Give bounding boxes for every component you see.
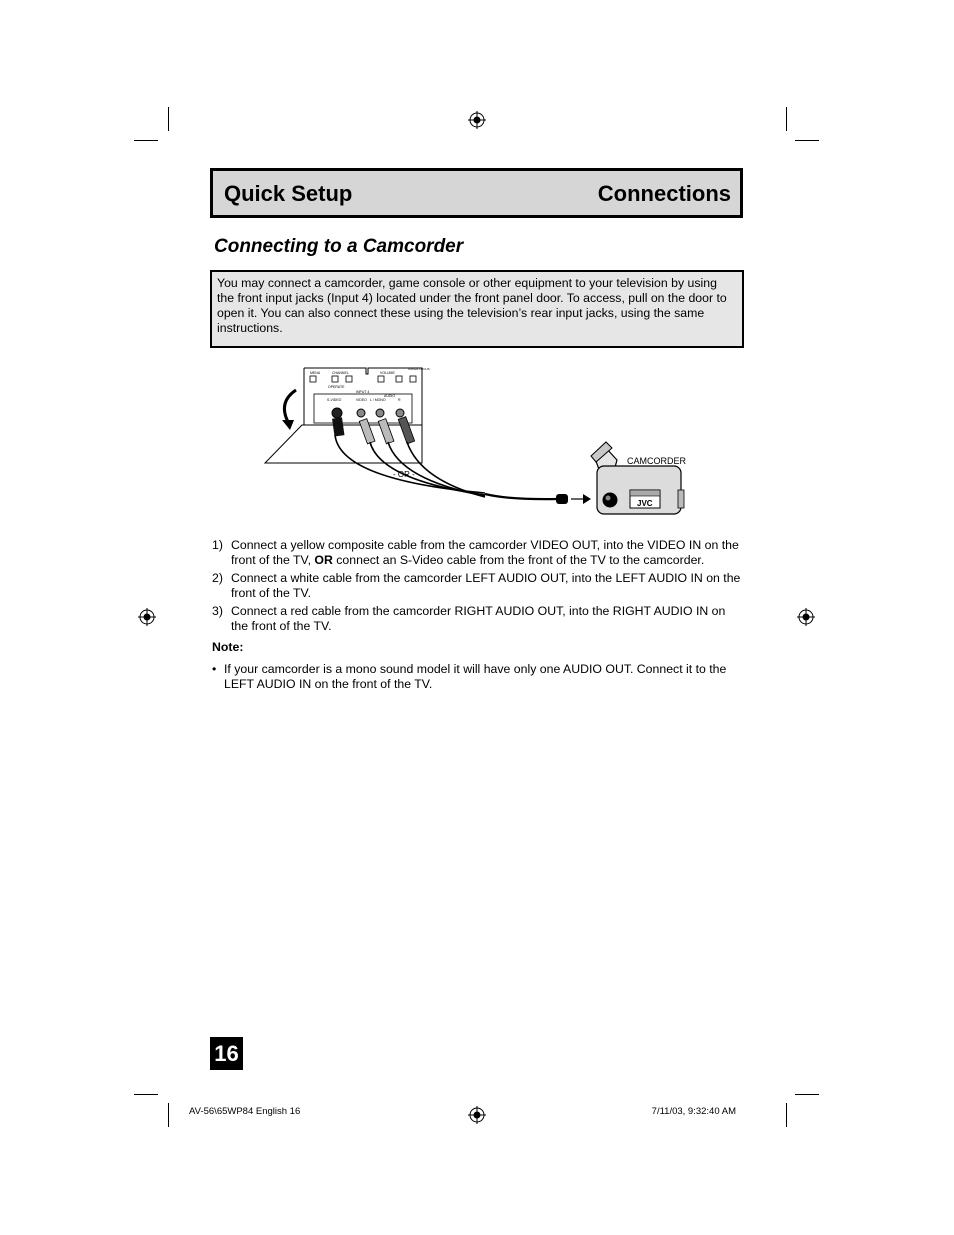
crop-mark: [795, 1094, 819, 1095]
step-text-part: Connect a yellow composite cable from the camcorder VIDEO OUT, into the VIDEO IN on the front of the TV,: [231, 538, 739, 567]
steps-list: [212, 538, 742, 637]
step-text-emphasis: OR: [314, 553, 333, 567]
step-text: Connect a red cable from the camcorder RIGHT AUDIO OUT, into the RIGHT AUDIO IN on the front of the TV.: [231, 604, 726, 633]
registration-mark-icon: [468, 111, 486, 129]
panel-label-video: VIDEO: [356, 398, 367, 402]
camcorder-icon: [591, 442, 684, 514]
audio-right-jack: [396, 409, 404, 417]
registration-mark-icon: [138, 608, 156, 626]
page-header: [210, 168, 743, 218]
section-title: Connecting to a Camcorder: [214, 236, 464, 257]
crop-mark: [168, 1103, 169, 1127]
header-right-title: Connections: [597, 181, 731, 206]
list-item: [212, 604, 742, 634]
panel-label-l-mono: L / MONO: [370, 398, 386, 402]
crop-mark: [134, 140, 158, 141]
panel-label-audio: AUDIO: [384, 394, 396, 398]
open-door-arrow-icon: [284, 390, 296, 422]
footer-right: 7/11/03, 9:32:40 AM: [651, 1106, 736, 1117]
footer-left: AV-56\65WP84 English 16: [189, 1106, 301, 1117]
video-jack: [357, 409, 365, 417]
step-text: Connect a white cable from the camcorder LEFT AUDIO OUT, into the LEFT AUDIO IN on the front of the TV.: [231, 571, 741, 600]
note-item: [212, 662, 742, 692]
list-item: [212, 571, 742, 601]
panel-label-r: R: [398, 398, 401, 402]
camcorder-brand-label: JVC: [637, 499, 653, 508]
s-video-jack: [332, 408, 342, 418]
camcorder-plug: [556, 494, 568, 504]
bullet: •: [212, 662, 217, 676]
audio-left-jack: [376, 409, 384, 417]
panel-label-operate: OPERATE: [328, 385, 345, 389]
registration-mark-icon: [797, 608, 815, 626]
note-title: Note:: [212, 640, 244, 654]
crop-mark: [786, 1103, 787, 1127]
registration-mark-icon: [468, 1106, 486, 1124]
panel-label-s-video: S-VIDEO: [327, 398, 342, 402]
list-item: [212, 538, 742, 568]
connection-diagram: [260, 360, 700, 520]
panel-label-channel: CHANNEL: [332, 371, 349, 375]
crop-mark: [134, 1094, 158, 1095]
panel-label-menu: MENU: [310, 371, 321, 375]
step-number: 2): [212, 571, 223, 585]
intro-box: [210, 270, 744, 348]
step-text: [231, 538, 742, 568]
page-number: 16: [210, 1037, 243, 1070]
panel-label-volume: VOLUME: [380, 371, 395, 375]
intro-text: You may connect a camcorder, game console or other equipment to your television by using the front input jacks (Input 4) located under the front panel door. To access, pull on the door to open it. You can also connect these using the television’s rear input jacks, using the same instructions.: [217, 276, 727, 335]
step-text-part: connect an S-Video cable from the front of the TV to the camcorder.: [332, 553, 705, 567]
header-left-title: Quick Setup: [224, 181, 353, 206]
crop-mark: [795, 140, 819, 141]
step-number: 3): [212, 604, 223, 618]
crop-mark: [786, 107, 787, 131]
note-text: If your camcorder is a mono sound model it will have only one AUDIO OUT. Connect it to the LEFT AUDIO IN on the front of the TV.: [224, 662, 727, 691]
crop-mark: [168, 107, 169, 131]
camcorder-label: CAMCORDER: [627, 456, 687, 466]
panel-label-input4: INPUT 4: [356, 390, 370, 394]
or-label: - OR -: [393, 470, 415, 479]
step-number: 1): [212, 538, 223, 552]
combined-cable: [485, 494, 558, 499]
panel-label-super-focus: SUPER FOCUS: [408, 367, 430, 371]
